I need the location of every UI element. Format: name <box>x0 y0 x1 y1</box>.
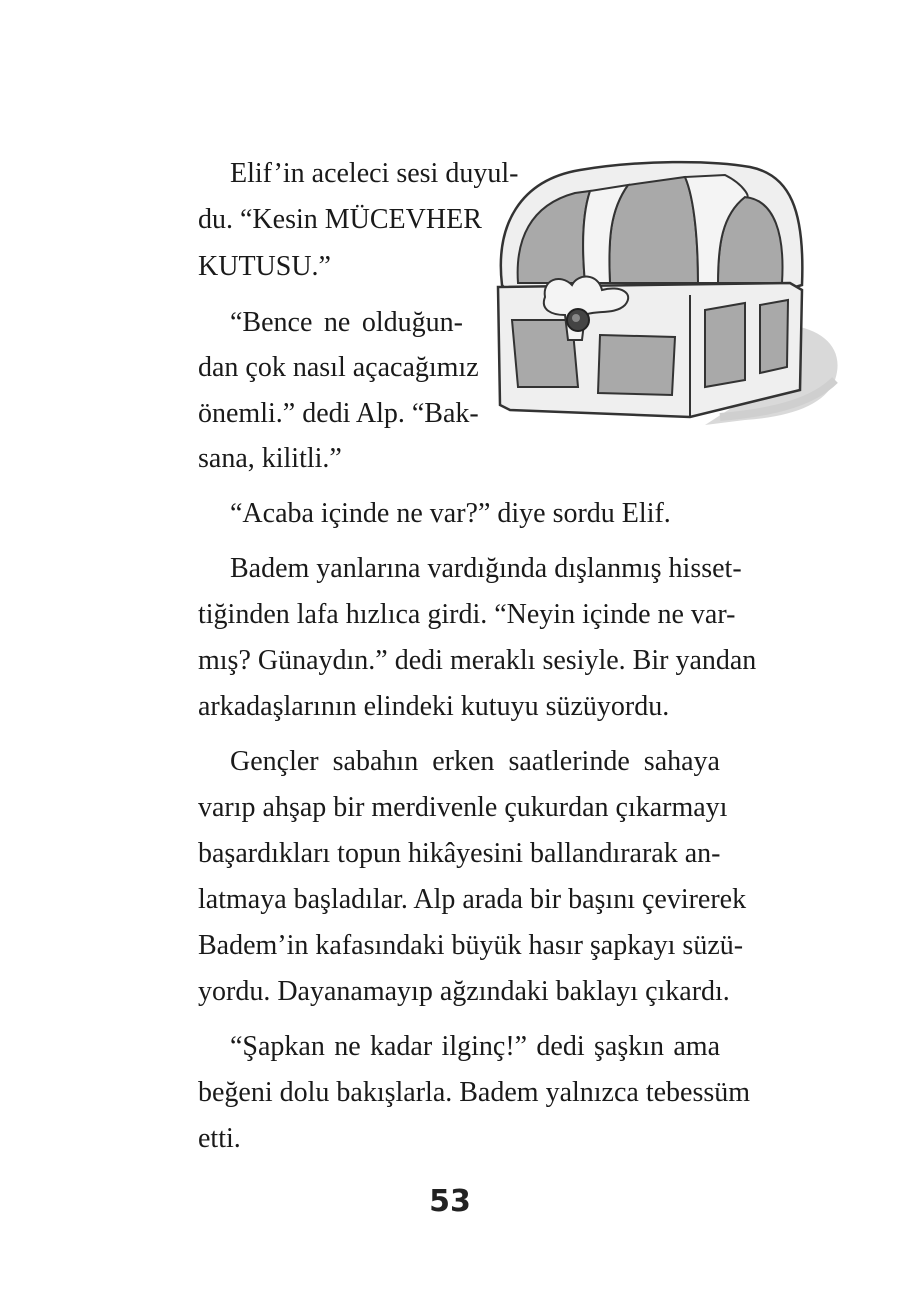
text-line: önemli.” dedi Alp. “Bak- <box>198 398 479 429</box>
treasure-chest-illustration <box>490 155 850 430</box>
page-number: 53 <box>429 1184 471 1219</box>
text-line: du. “Kesin MÜCEVHER <box>198 204 482 235</box>
text-line: mış? Günaydın.” dedi meraklı sesiyle. Bir yandan <box>198 645 757 676</box>
text-line: yordu. Dayanamayıp ağzındaki baklayı çıkardı. <box>198 976 730 1007</box>
text-line: Badem’in kafasındaki büyük hasır şapkayı süzü- <box>198 930 744 961</box>
text-line: dan çok nasıl açacağımız <box>198 352 479 383</box>
text-line: tiğinden lafa hızlıca girdi. “Neyin içinde ne var- <box>198 599 736 630</box>
text-line: varıp ahşap bir merdivenle çukurdan çıkarmayı <box>198 792 728 823</box>
text-line: “Bence ne olduğun- <box>230 307 463 338</box>
text-line: Gençler sabahın erken saatlerinde sahaya <box>230 746 720 777</box>
text-line: arkadaşlarının elindeki kutuyu süzüyordu. <box>198 691 670 722</box>
text-line: etti. <box>198 1123 241 1154</box>
text-line: KUTUSU.” <box>198 251 331 282</box>
text-line: Badem yanlarına vardığında dışlanmış hisset- <box>230 553 742 584</box>
text-line: sana, kilitli.” <box>198 443 342 474</box>
text-line: “Acaba içinde ne var?” diye sordu Elif. <box>230 498 671 529</box>
text-line: “Şapkan ne kadar ilginç!” dedi şaşkın ama <box>230 1031 720 1062</box>
text-line: başardıkları topun hikâyesini ballandırarak an- <box>198 838 721 869</box>
text-line: Elif’in aceleci sesi duyul- <box>230 158 519 189</box>
text-line: latmaya başladılar. Alp arada bir başını çevirerek <box>198 884 747 915</box>
text-line: beğeni dolu bakışlarla. Badem yalnızca tebessüm <box>198 1077 751 1108</box>
